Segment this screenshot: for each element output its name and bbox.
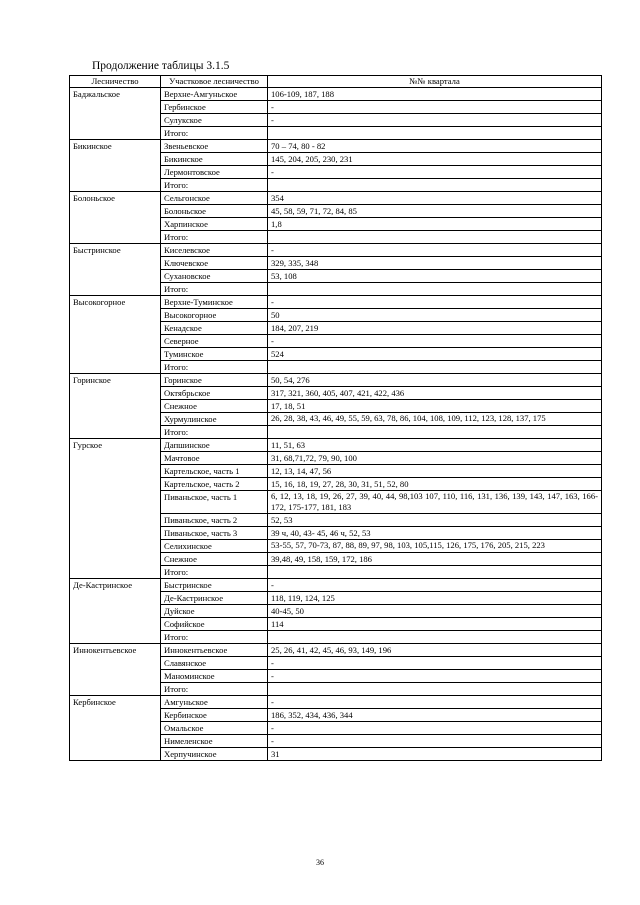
- forestry-name-cell: Высокогорное: [70, 296, 161, 374]
- quarters-cell: [268, 231, 602, 244]
- quarters-cell: 52, 53: [268, 514, 602, 527]
- forestry-name-cell: Болоньское: [70, 192, 161, 244]
- quarters-cell: -: [268, 101, 602, 114]
- district-forestry-cell: Маноминское: [161, 670, 268, 683]
- district-forestry-cell: Сулукское: [161, 114, 268, 127]
- quarters-cell: 39 ч, 40, 43- 45, 46 ч, 52, 53: [268, 527, 602, 540]
- forestry-name-cell: Гурское: [70, 439, 161, 579]
- district-forestry-cell: Славянское: [161, 657, 268, 670]
- district-forestry-cell: Итого:: [161, 179, 268, 192]
- district-forestry-cell: Нимеленское: [161, 735, 268, 748]
- quarters-cell: 1,8: [268, 218, 602, 231]
- district-forestry-cell: Иннокентьевское: [161, 644, 268, 657]
- forestry-name-cell: Иннокентьевское: [70, 644, 161, 696]
- quarters-cell: 26, 28, 38, 43, 46, 49, 55, 59, 63, 78, 86, 104, 108, 109, 112, 123, 128, 137, 175: [268, 413, 602, 426]
- quarters-cell: -: [268, 244, 602, 257]
- quarters-cell: 70 – 74, 80 - 82: [268, 140, 602, 153]
- forestry-name-cell: Кербинское: [70, 696, 161, 761]
- quarters-cell: 186, 352, 434, 436, 344: [268, 709, 602, 722]
- district-forestry-cell: Итого:: [161, 683, 268, 696]
- district-forestry-cell: Снежное: [161, 553, 268, 566]
- quarters-cell: 40-45, 50: [268, 605, 602, 618]
- quarters-cell: 53-55, 57, 70-73, 87, 88, 89, 97, 98, 103, 105,115, 126, 175, 176, 205, 215, 223: [268, 540, 602, 553]
- district-forestry-cell: Хурмулинское: [161, 413, 268, 426]
- table-caption: Продолжение таблицы 3.1.5: [92, 60, 230, 72]
- quarters-cell: 17, 18, 51: [268, 400, 602, 413]
- quarters-cell: -: [268, 657, 602, 670]
- district-forestry-cell: Пиваньское, часть 1: [161, 491, 268, 514]
- quarters-cell: [268, 361, 602, 374]
- quarters-cell: 6, 12, 13, 18, 19, 26, 27, 39, 40, 44, 98,103 107, 110, 116, 131, 136, 139, 143, 147, 163, 166-172, 175-177, 181, 183: [268, 491, 602, 514]
- quarters-cell: -: [268, 335, 602, 348]
- quarters-cell: [268, 683, 602, 696]
- forestry-table: [69, 75, 602, 761]
- forestry-name-cell: Быстринское: [70, 244, 161, 296]
- district-forestry-cell: Амгуньское: [161, 696, 268, 709]
- district-forestry-cell: Пиваньское, часть 2: [161, 514, 268, 527]
- district-forestry-cell: Итого:: [161, 566, 268, 579]
- quarters-cell: [268, 283, 602, 296]
- quarters-cell: [268, 127, 602, 140]
- table-row: [70, 696, 602, 709]
- header-forestry: Лесничество: [70, 76, 161, 88]
- table-row: [70, 140, 602, 153]
- quarters-cell: 524: [268, 348, 602, 361]
- quarters-cell: [268, 179, 602, 192]
- quarters-cell: [268, 631, 602, 644]
- district-forestry-cell: Харпинское: [161, 218, 268, 231]
- district-forestry-cell: Итого:: [161, 231, 268, 244]
- quarters-cell: -: [268, 735, 602, 748]
- district-forestry-cell: Снежное: [161, 400, 268, 413]
- district-forestry-cell: Сельгонское: [161, 192, 268, 205]
- district-forestry-cell: Селихинское: [161, 540, 268, 553]
- table-row: [70, 244, 602, 257]
- district-forestry-cell: Сухановское: [161, 270, 268, 283]
- page-number: 36: [316, 858, 324, 867]
- quarters-cell: 31: [268, 748, 602, 761]
- district-forestry-cell: Де-Кастринское: [161, 592, 268, 605]
- district-forestry-cell: Картельское, часть 1: [161, 465, 268, 478]
- quarters-cell: 50, 54, 276: [268, 374, 602, 387]
- header-quarters: №№ квартала: [268, 76, 602, 88]
- table-header-row: [70, 76, 602, 88]
- quarters-cell: -: [268, 696, 602, 709]
- forestry-name-cell: Бикинское: [70, 140, 161, 192]
- district-forestry-cell: Херпучинское: [161, 748, 268, 761]
- district-forestry-cell: Болоньское: [161, 205, 268, 218]
- forestry-name-cell: Де-Кастринское: [70, 579, 161, 644]
- table-row: [70, 88, 602, 101]
- district-forestry-cell: Киселевское: [161, 244, 268, 257]
- table-body: [70, 88, 602, 761]
- quarters-cell: 184, 207, 219: [268, 322, 602, 335]
- district-forestry-cell: Верхне-Амгуньское: [161, 88, 268, 101]
- quarters-cell: -: [268, 722, 602, 735]
- quarters-cell: 45, 58, 59, 71, 72, 84, 85: [268, 205, 602, 218]
- forestry-name-cell: Горинское: [70, 374, 161, 439]
- district-forestry-cell: Ключевское: [161, 257, 268, 270]
- district-forestry-cell: Северное: [161, 335, 268, 348]
- district-forestry-cell: Итого:: [161, 127, 268, 140]
- quarters-cell: 317, 321, 360, 405, 407, 421, 422, 436: [268, 387, 602, 400]
- district-forestry-cell: Дуйское: [161, 605, 268, 618]
- quarters-cell: 31, 68,71,72, 79, 90, 100: [268, 452, 602, 465]
- quarters-cell: 39,48, 49, 158, 159, 172, 186: [268, 553, 602, 566]
- district-forestry-cell: Горинское: [161, 374, 268, 387]
- table-row: [70, 579, 602, 592]
- district-forestry-cell: Омальское: [161, 722, 268, 735]
- district-forestry-cell: Звеньевское: [161, 140, 268, 153]
- district-forestry-cell: Туминское: [161, 348, 268, 361]
- district-forestry-cell: Картельское, часть 2: [161, 478, 268, 491]
- district-forestry-cell: Итого:: [161, 631, 268, 644]
- district-forestry-cell: Софийское: [161, 618, 268, 631]
- quarters-cell: 329, 335, 348: [268, 257, 602, 270]
- table-row: [70, 374, 602, 387]
- district-forestry-cell: Лермонтовское: [161, 166, 268, 179]
- quarters-cell: 25, 26, 41, 42, 45, 46, 93, 149, 196: [268, 644, 602, 657]
- district-forestry-cell: Высокогорное: [161, 309, 268, 322]
- district-forestry-cell: Верхне-Туминское: [161, 296, 268, 309]
- quarters-cell: 106-109, 187, 188: [268, 88, 602, 101]
- quarters-cell: 145, 204, 205, 230, 231: [268, 153, 602, 166]
- district-forestry-cell: Октябрьское: [161, 387, 268, 400]
- quarters-cell: 53, 108: [268, 270, 602, 283]
- quarters-cell: 50: [268, 309, 602, 322]
- quarters-cell: 354: [268, 192, 602, 205]
- table-row: [70, 644, 602, 657]
- quarters-cell: 118, 119, 124, 125: [268, 592, 602, 605]
- quarters-cell: -: [268, 670, 602, 683]
- district-forestry-cell: Итого:: [161, 283, 268, 296]
- quarters-cell: 15, 16, 18, 19, 27, 28, 30, 31, 51, 52, 80: [268, 478, 602, 491]
- district-forestry-cell: Кенадское: [161, 322, 268, 335]
- quarters-cell: -: [268, 579, 602, 592]
- quarters-cell: -: [268, 296, 602, 309]
- district-forestry-cell: Гербинское: [161, 101, 268, 114]
- quarters-cell: [268, 566, 602, 579]
- forestry-name-cell: Баджальское: [70, 88, 161, 140]
- district-forestry-cell: Быстринское: [161, 579, 268, 592]
- district-forestry-cell: Итого:: [161, 361, 268, 374]
- quarters-cell: -: [268, 166, 602, 179]
- quarters-cell: [268, 426, 602, 439]
- district-forestry-cell: Бикинское: [161, 153, 268, 166]
- district-forestry-cell: Дапшинское: [161, 439, 268, 452]
- table-row: [70, 296, 602, 309]
- quarters-cell: 12, 13, 14, 47, 56: [268, 465, 602, 478]
- district-forestry-cell: Кербинское: [161, 709, 268, 722]
- header-district-forestry: Участковое лесничество: [161, 76, 268, 88]
- quarters-cell: 114: [268, 618, 602, 631]
- quarters-cell: -: [268, 114, 602, 127]
- district-forestry-cell: Итого:: [161, 426, 268, 439]
- quarters-cell: 11, 51, 63: [268, 439, 602, 452]
- district-forestry-cell: Мачтовое: [161, 452, 268, 465]
- table-row: [70, 439, 602, 452]
- district-forestry-cell: Пиваньское, часть 3: [161, 527, 268, 540]
- table-row: [70, 192, 602, 205]
